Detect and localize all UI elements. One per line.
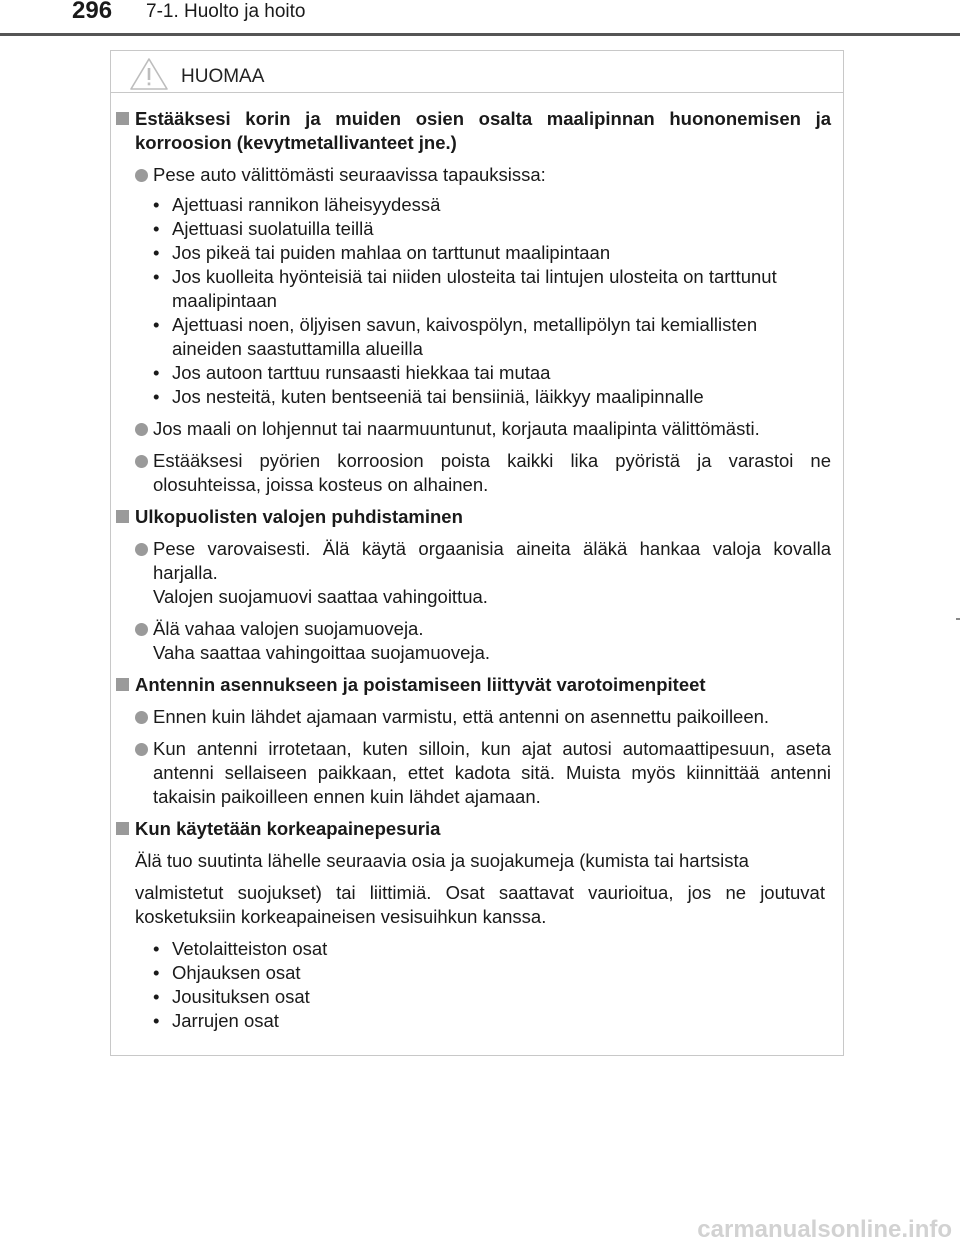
- circle-bullet-icon: [135, 711, 148, 724]
- circle-bullet-icon: [135, 455, 148, 468]
- paragraph: Älä tuo suutinta lähelle seuraavia osia ja suojakumeja (kumista tai hartsista: [135, 850, 749, 871]
- circle-bullet-icon: [135, 423, 148, 436]
- bullet-item: • Ajettuasi noen, öljyisen savun, kaivospölyn, metallipölyn tai kemiallisten aineiden saastuttamilla alueilla: [153, 314, 758, 359]
- warning-icon: [129, 57, 169, 91]
- bullet-item: • Ajettuasi rannikon läheisyydessä: [153, 194, 441, 215]
- square-bullet-icon: [116, 112, 129, 125]
- bullet-item: • Jos pikeä tai puiden mahlaa on tarttunut maalipintaan: [153, 242, 611, 263]
- list-item: Ennen kuin lähdet ajamaan varmistu, että antenni on asennettu paikoilleen.: [111, 705, 843, 729]
- circle-bullet-icon: [135, 623, 148, 636]
- page-number: 296: [72, 0, 113, 24]
- circle-bullet-icon: [135, 543, 148, 556]
- page-header: [0, 0, 960, 40]
- bullet-item: • Vetolaitteiston osat: [153, 938, 328, 959]
- bullet-item: • Jarrujen osat: [153, 1010, 279, 1031]
- notice-content: [111, 107, 843, 1039]
- notice-title: HUOMAA: [181, 66, 265, 87]
- list-item: Pese auto välittömästi seuraavissa tapauksissa: • Ajettuasi rannikon läheisyydessä • Ajettuasi suolatuilla teillä • Jos pikeä tai puiden mahlaa on tarttunut maalipintaan • Jos kuolleita hyönteisiä tai niiden ulosteita tai lintujen ulosteita on tarttunut maalipintaan • Ajettuasi noen, öljyisen savun, kaivospölyn, metallipölyn tai kemiallisten aineiden saastuttamilla alueilla • Jos autoon tarttuu runsaasti hiekkaa tai mutaa • Jos nesteitä, kuten bentseeniä tai bensiiniä, läikkyy maalipinnalle: [111, 163, 843, 409]
- list-item: Estääksesi pyörien korroosion poista kaikki lika pyöristä ja varastoi ne olosuhteissa, joissa kosteus on alhainen.: [111, 449, 843, 497]
- paragraph: valmistetut suojukset) tai liittimiä. Osat saattavat vaurioitua, jos ne joutuvat kosketuksiin korkeapaineisen vesisuihkun kanssa.: [135, 882, 825, 927]
- square-bullet-icon: [116, 678, 129, 691]
- edge-mark: [956, 618, 960, 620]
- header-rule: [0, 33, 960, 36]
- bullet-item: • Ohjauksen osat: [153, 962, 301, 983]
- square-bullet-icon: [116, 510, 129, 523]
- section-heading: Kun käytetään korkeapainepesuria: [111, 817, 843, 841]
- circle-bullet-icon: [135, 169, 148, 182]
- notice-box: [110, 50, 844, 1056]
- bullet-item: • Ajettuasi suolatuilla teillä: [153, 218, 374, 239]
- list-item: Jos maali on lohjennut tai naarmuuntunut, korjauta maalipinta välittömästi.: [111, 417, 843, 441]
- bullet-item: • Jousituksen osat: [153, 986, 310, 1007]
- section-heading: Estääksesi korin ja muiden osien osalta maalipinnan huononemisen ja korroosion (kevytmetallivanteet jne.): [111, 107, 843, 155]
- circle-bullet-icon: [135, 743, 148, 756]
- bullet-item: • Jos autoon tarttuu runsaasti hiekkaa tai mutaa: [153, 362, 551, 383]
- bullet-item: • Jos nesteitä, kuten bentseeniä tai bensiiniä, läikkyy maalipinnalle: [153, 386, 704, 407]
- square-bullet-icon: [116, 822, 129, 835]
- bullet-list: [111, 193, 831, 409]
- section-heading: Antennin asennukseen ja poistamiseen liittyvät varotoimenpiteet: [111, 673, 843, 697]
- section-heading: Ulkopuolisten valojen puhdistaminen: [111, 505, 843, 529]
- list-item: Älä vahaa valojen suojamuoveja. Vaha saattaa vahingoittaa suojamuoveja.: [111, 617, 843, 665]
- watermark: carmanualsonline.info: [697, 1216, 952, 1243]
- bullet-item: • Jos kuolleita hyönteisiä tai niiden ulosteita tai lintujen ulosteita on tarttunut maalipintaan: [153, 266, 777, 311]
- list-item: Kun antenni irrotetaan, kuten silloin, kun ajat autosi automaattipesuun, aseta antenni sellaiseen paikkaan, ettet kadota sitä. Muista myös kiinnittää antenni takaisin paikoilleen ennen kuin lähdet ajamaan.: [111, 737, 843, 809]
- bullet-list: [111, 937, 843, 1033]
- notice-divider: [111, 92, 843, 93]
- section-title: 7-1. Huolto ja hoito: [146, 1, 306, 22]
- list-item: Pese varovaisesti. Älä käytä orgaanisia aineita äläkä hankaa valoja kovalla harjalla. Valojen suojamuovi saattaa vahingoittua.: [111, 537, 843, 609]
